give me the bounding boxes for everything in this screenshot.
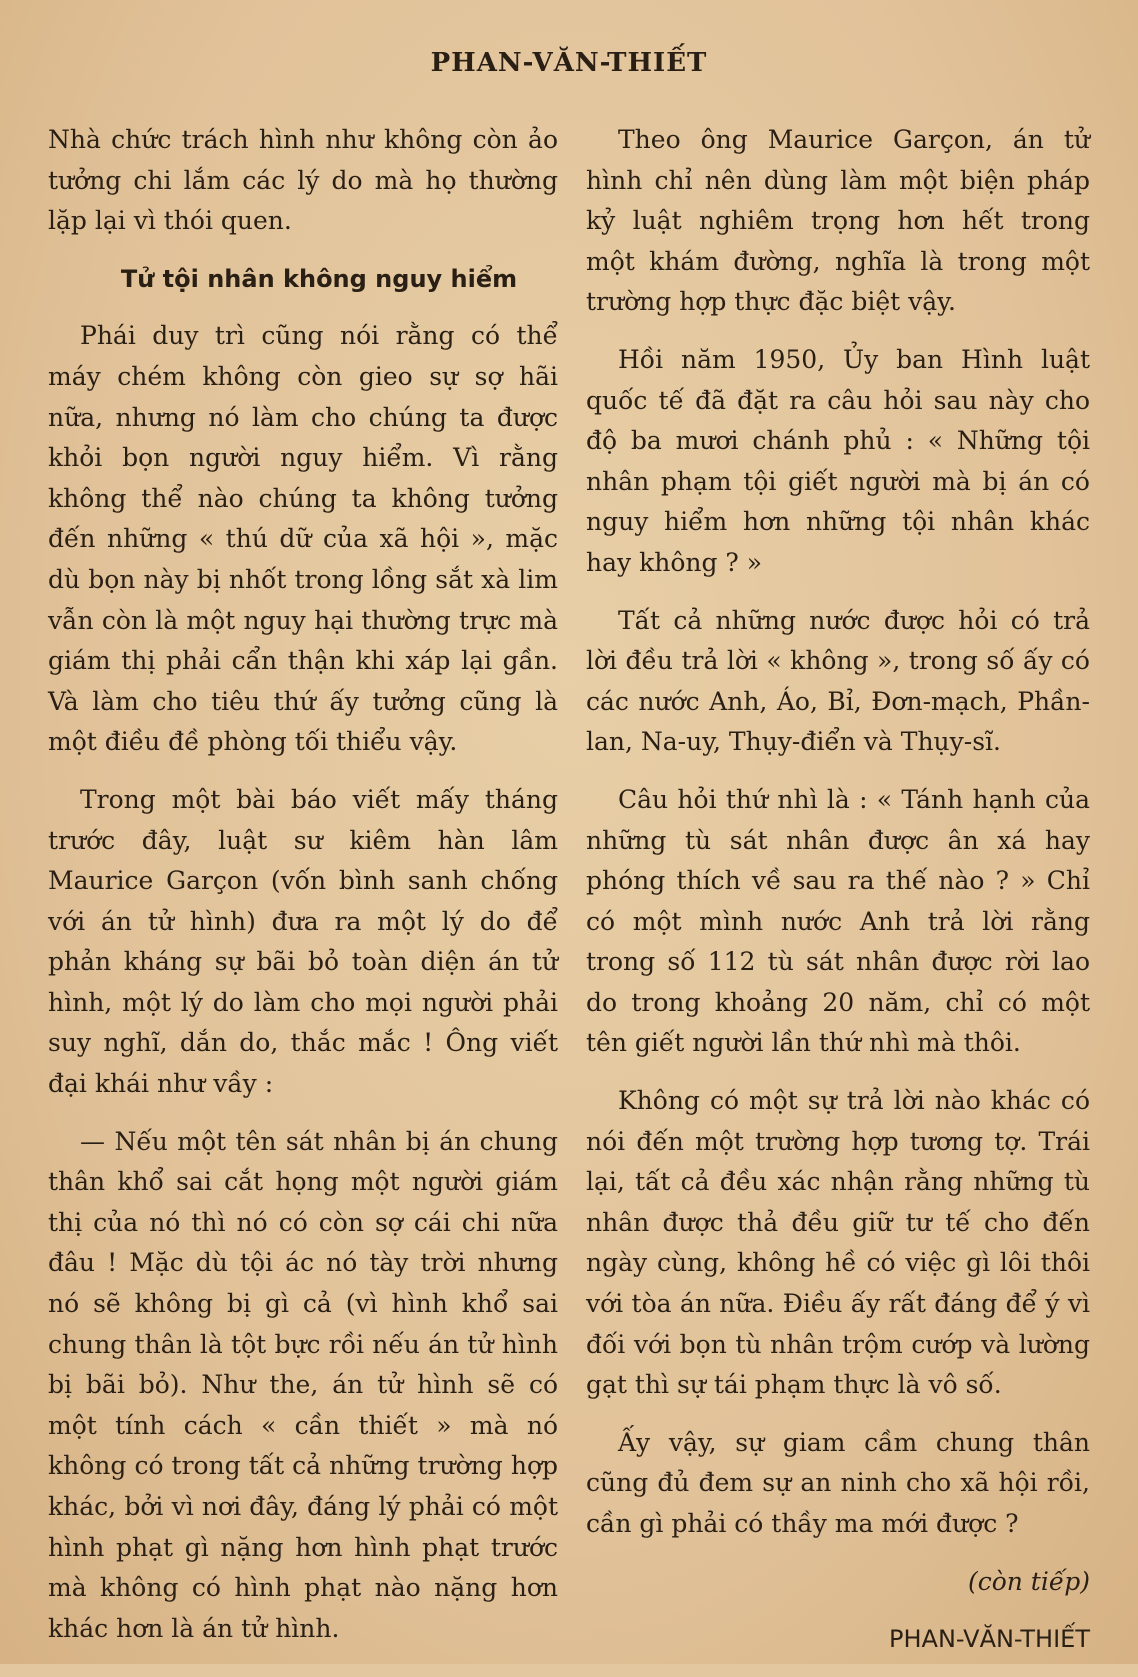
paragraph: Tất cả những nước được hỏi có trả lời đều trả lời « không », trong số ấy có các nước Anh, Áo, Bỉ, Đơn-mạch, Phần-lan, Na-uy, Thụy-điển và Thụy-sĩ. [586,605,1090,757]
continued-note: (còn tiếp) [967,1566,1090,1596]
paragraph: Câu hỏi thứ nhì là : « Tánh hạnh của những tù sát nhân được ân xá hay phóng thích về sau ra thế nào ? » Chỉ có một mình nước Anh trả lời rằng trong số 112 tù sát nhân được rời lao do trong khoảng 20 năm, chỉ có một tên giết người lần thứ nhì mà thôi. [586,784,1090,1058]
paragraph: Không có một sự trả lời nào khác có nói đến một trường hợp tương tợ. Trái lại, tất cả đều xác nhận rằng những tù nhân được thả đều giữ tư tế cho đến ngày cùng, không hề có việc gì lôi thôi với tòa án nữa. Điều ấy rất đáng để ý vì đối với bọn tù nhân trộm cướp và lường gạt thì sự tái phạm thực là vô số. [586,1086,1090,1400]
page-header: PHAN-VĂN-THIẾT [430,48,708,78]
paragraph: Nhà chức trách hình như không còn ảo tưởng chi lắm các lý do mà họ thường lặp lại vì thói quen. [48,125,558,236]
paragraph: — Nếu một tên sát nhân bị án chung thân khổ sai cắt họng một người giám thị của nó thì nó có còn sợ cái chi nữa đâu ! Mặc dù tội ác nó tày trời nhưng nó sẽ không bị gì cả (vì hình khổ sai chung thân là tột bực rồi nếu án tử hình bị bãi bỏ). Như the, án tử hình sẽ có một tính cách « cần thiết » mà nó không có trong tất cả những trường hợp khác, bởi vì nơi đây, đáng lý phải có một hình phạt gì nặng hơn hình phạt trước mà không có hình phạt nào nặng hơn khác hơn là án tử hình. [48,1126,558,1643]
paragraph: Hồi năm 1950, Ủy ban Hình luật quốc tế đã đặt ra câu hỏi sau này cho độ ba mươi chánh phủ : « Những tội nhân phạm tội giết người mà bị án có nguy hiểm hơn những tội nhân khác hay không ? » [586,344,1090,577]
author-signature: PHAN-VĂN-THIẾT [889,1625,1090,1654]
paragraph: Theo ông Maurice Garçon, án tử hình chỉ nên dùng làm một biện pháp kỷ luật nghiêm trọng hơn hết trong một khám đường, nghĩa là trong một trường hợp thực đặc biệt vậy. [586,125,1090,317]
section-heading: Tử tội nhân không nguy hiểm [120,264,518,293]
paragraph: Ấy vậy, sự giam cầm chung thân cũng đủ đem sự an ninh cho xã hội rồi, cần gì phải có thầy ma mới được ? [586,1427,1090,1538]
left-column [48,120,558,1666]
paragraph: Phái duy trì cũng nói rằng có thể máy chém không còn gieo sự sợ hãi nữa, nhưng nó làm cho chúng ta được khỏi bọn người nguy hiểm. Vì rằng không thể nào chúng ta không tưởng đến những « thú dữ của xã hội », mặc dù bọn này bị nhốt trong lồng sắt xà lim vẫn còn là một nguy hại thường trực mà giám thị phải cẩn thận khi xáp lại gần. Và làm cho tiêu thứ ấy tưởng cũng là một điều đề phòng tối thiểu vậy. [48,321,558,757]
right-column [586,120,1090,1677]
paragraph: Trong một bài báo viết mấy tháng trước đây, luật sư kiêm hàn lâm Maurice Garçon (vốn bình sanh chống với án tử hình) đưa ra một lý do để phản kháng sự bãi bỏ toàn diện án tử hình, một lý do làm cho mọi người phải suy nghĩ, dắn do, thắc mắc ! Ông viết đại khái như vầy : [48,784,558,1099]
